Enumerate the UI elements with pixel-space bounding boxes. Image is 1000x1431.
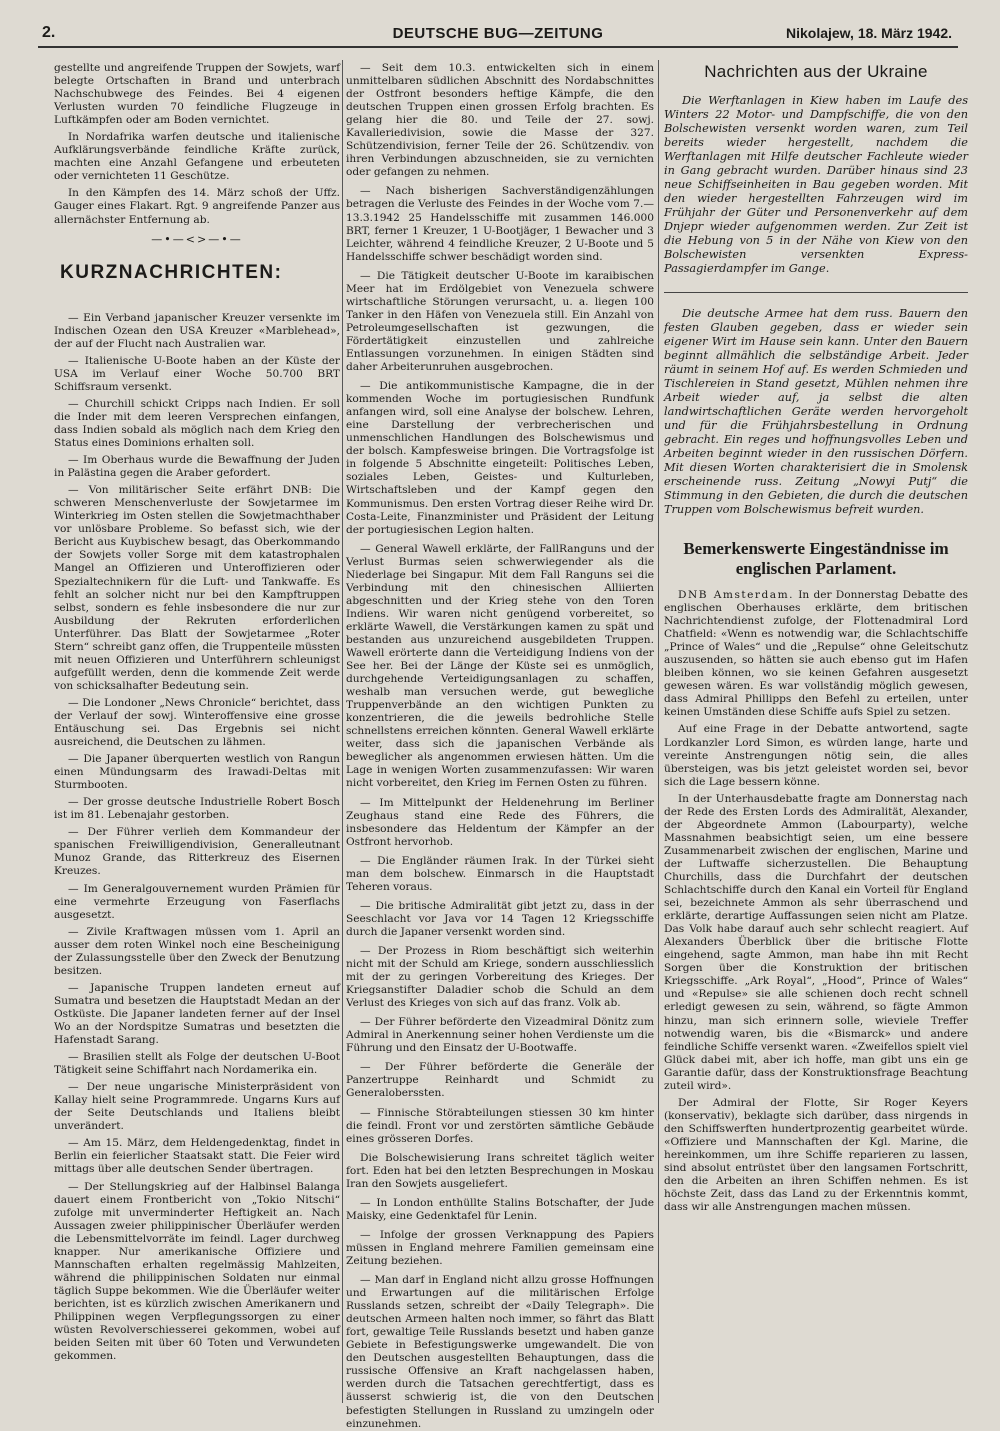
news-item: Die Bolschewisierung Irans schreitet täglich weiter fort. Eden hat bei den letzten Besprechungen in Moskau Iran den Sowjets ausgeliefert. bbox=[346, 1151, 654, 1190]
article-paragraph: Die Werftanlagen in Kiew haben im Laufe des Winters 22 Motor- und Dampfschiffe, die von den Bolschewisten versenkt worden waren, zum Teil bereits wieder hergestellt, nachdem die Werftanlagen mit Hilfe deutscher Fachleute wieder in Gang gebracht wurden. Darüber hinaus sind 23 neue Schiffseinheiten in Bau gegeben worden. Mit den wieder hergestellten Fahrzeugen wird im Frühjahr der Güter und Personenverkehr auf dem Dnjepr wieder aufgenommen werden. Zur Zeit ist die Hebung von 5 in der Nähe von Kiew von den Bolschewisten versenkten Express-Passagierdampfer im Gange. bbox=[664, 94, 968, 275]
kurznachrichten-heading: KURZNACHRICHTEN: bbox=[60, 261, 283, 283]
news-item: — Die Tätigkeit deutscher U-Boote im karaibischen Meer hat im Erdölgebiet von Venezuela schwere wirtschaftliche Störungen verursacht, u. a. liegen 100 Tanker in den Häfen von Venezuela still. Ein Anzahl von Petroleumgesellschaften ist gezwungen, die Fördertätigkeit einzustellen und zahlreiche Entlassungen vorzunehmen. In einigen Städten sind daher Arbeiterunruhen ausgebrochen. bbox=[346, 269, 654, 374]
news-item: — Japanische Truppen landeten erneut auf Sumatra und besetzen die Hauptstadt Medan an der Ostküste. Die Japaner landeten ferner auf der Insel Wo an der Nordspitze Sumatras und besetzten die Hafenstadt Sarang. bbox=[54, 981, 340, 1047]
news-item: — Infolge der grossen Verknappung des Papiers müssen in England mehrere Familien gemeinsam eine Zeitung beziehen. bbox=[346, 1228, 654, 1267]
news-item: — Ein Verband japanischer Kreuzer versenkte im Indischen Ozean den USA Kreuzer «Marblehead», der auf der Flucht nach Australien war. bbox=[54, 311, 340, 350]
news-item: — Die Engländer räumen Irak. In der Türkei sieht man dem bolschew. Einmarsch in die Hauptstadt Teheren voraus. bbox=[346, 854, 654, 893]
news-item: — Die Londoner „News Chronicle“ berichtet, dass der Verlauf der sowj. Winteroffensive eine grosse Entäuschung sei. Das Ergebnis sei nicht ausreichend, die Deutschen zu lähmen. bbox=[54, 696, 340, 749]
article-paragraph: In der Unterhausdebatte fragte am Donnerstag nach der Rede des Ersten Lords des Admiralität, Alexander, der Abgeordnete Ammon (Labourparty), welche Massnahmen beabsichtigt seien, um eine bessere Zusammenarbeit zwischen der englischen, Marine und der Luftwaffe sicherzustellen. Die Behauptung Churchills, dass die Durchfahrt der deutschen Schlachtschiffe durch den Kanal ein Vorteil für England sei, bezeichnete Ammon als sehr überraschend und erklärte, derartige Auffassungen seien nicht am Platze. Das Volk habe darauf auch sehr schlecht reagiert. Auf Alexanders Überblick über die britische Flotte eingehend, sagte Ammon, man habe ihn mit Recht Sorgen über die Konstruktion der britischen Kriegsschiffe. „Ark Royal“, „Hood“, Prince of Wales“ und «Repulse» sie alle schienen doch recht schnell erledigt gewesen zu sein, während, so fägte Ammon hinzu, man sich erinnern solle, wieviele Treffer notwendig waren, bis die «Bismarck» und andere feindliche Schiffe versenkt waren. «Zweifellos spielt viel Glück dabei mit, aber ich hoffe, man gibt uns ein ge Garantie dafür, dass der Konstruktionsfrage Beachtung zuteil wird». bbox=[664, 792, 968, 1092]
news-item: — Der Führer beförderte den Vizeadmiral Dönitz zum Admiral in Anerkennung seiner hohen Verdienste um die Führung und den Einsatz der U-Bootwaffe. bbox=[346, 1016, 654, 1055]
article-paragraph bbox=[664, 589, 968, 719]
column-left bbox=[54, 62, 340, 1403]
news-item: — Finnische Störabteilungen stiessen 30 km hinter die feindl. Front vor und zerstörten sämtliche Gebäude eines grösseren Dorfes. bbox=[346, 1106, 654, 1145]
news-item: — Am 15. März, dem Heldengedenktag, findet in Berlin ein feierlicher Staatsakt statt. Die Feier wird mittags über alle deutschen Sender übertragen. bbox=[54, 1137, 340, 1176]
page-header bbox=[38, 22, 958, 48]
news-item: — Der Prozess in Riom beschäftigt sich weiterhin nicht mit der Schuld am Kriege, sondern ausschliesslich mit der zu geringen Vorbereitung des Krieges. Der Kriegsanstifter Daladier schob die Schuld an dem Verlust des Krieges von sich auf das franz. Volk ab. bbox=[346, 945, 654, 1010]
column-middle bbox=[346, 62, 654, 1430]
article-text: In der Donnerstag Debatte des englischen Oberhauses erklärte, dem britischen Nachrichtendienst zufolge, der Flottenadmiral Lord Chatfield: «Wenn es notwendig war, die Schlachtschiffe „Prince of Wales“ und die „Repulse“ ohne Geleitschutz auszusenden, so hätten sie auch ebenso gut im Hafen bleiben können, wo sie keinen Gefahren ausgesetzt gewesen wären. Es war vollständig möglich gewesen, dass Admiral Phillipps den Befehl zu erteilen, unter keinen Umständen diese Schiffe aufs Spiel zu setzen. bbox=[664, 589, 968, 719]
news-item: — Zivile Kraftwagen müssen vom 1. April an ausser dem roten Winkel noch eine Bescheinigung der Zulassungsstelle über den Zweck der Benutzung besitzen. bbox=[54, 925, 340, 977]
article-paragraph: In Nordafrika warfen deutsche und italienische Aufklärungsverbände feindliche Kräfte zurück, machten eine Anzahl Gefangene und erbeuteten oder vernichteten 11 Geschütze. bbox=[54, 131, 340, 183]
column-divider bbox=[658, 60, 659, 1403]
news-item: — General Wawell erklärte, der FallRanguns und der Verlust Burmas seien schwerwiegender als die Niederlage bei Singapur. Mit dem Fall Ranguns sei die Verbindung mit den chinesischen Alliierten abgeschnitten und der Krieg stehe von den Toren Indiens. Wir waren nicht genügend vorbereitet, so erklärte Wawell, die Verstärkungen kamen zu spät und bestanden aus unzureichend ausgebildeten Truppen. Wawell erörterte dann die Verteidigung Indiens von der See her. Bei der Länge der Küste sei es unmöglich, durchgehende Verteidigungsanlagen zu schaffen, weshalb man versuchen werde, gut bewegliche Truppenverbände an den wichtigen Punkten zu konzentrieren, die die jeweils bedrohliche Stelle schnellstens erreichen könnten. General Wawell erklärte weiter, dass sich die japanischen Verbände als beweglicher als angenommen erwiesen hätten. Um die Lage in wenigen Worten zusammenzufassen: Wir waren nicht vorbereitet, den Krieg im Fernen Osten zu führen. bbox=[346, 542, 654, 790]
news-item: — In London enthüllte Stalins Botschafter, der Jude Maisky, eine Gedenktafel für Lenin. bbox=[346, 1196, 654, 1222]
parliament-heading: Bemerkenswerte Eingeständnisse im englischen Parlament. bbox=[683, 539, 949, 578]
news-item: — Von militärischer Seite erfährt DNB: Die schweren Menschenverluste der Sowjetarmee im Winterkrieg im Osten stellen die Sowjetmachthaber vor unlösbare Probleme. So befasst sich, wie der Bericht aus Kuybischew besagt, das Oberkommando der Sowjets voller Sorge mit dem katastrophalen Mangel an Offizieren und Unteroffizieren oder Spezialtechnikern für die Luft- und Tankwaffe. Es fehlt an solcher nicht nur bei den Kampftruppen selbst, sondern es fehle insbesondere die nur zur Ausbildung der Rekruten erforderlichen Unterführer. Das Blatt der Sowjetarmee „Roter Stern“ schreibt ganz offen, die Truppenteile müssten mit neuen Offizieren und Unterführern schleunigst aufgefüllt werden, denn die kommende Zeit werde von schicksalhafter Bedeutung sein. bbox=[54, 484, 340, 692]
article-paragraph: gestellte und angreifende Truppen der Sowjets, warf belegte Ortschaften in Brand und unterbrach Nachschubwege des Feindes. Bei 4 eigenen Verlusten wurden 70 feindliche Flugzeuge in Luftkämpfen oder am Boden vernichtet. bbox=[54, 62, 340, 127]
column-right bbox=[664, 62, 968, 1403]
column-divider bbox=[342, 60, 343, 1403]
news-item: — Churchill schickt Cripps nach Indien. Er soll die Inder mit dem leeren Versprechen einfangen, dass Indien sobald als möglich nach dem Krieg den Status eines Dominions erhalten soll. bbox=[54, 397, 340, 450]
bauern-article bbox=[664, 307, 968, 517]
newspaper-title: DEUTSCHE BUG—ZEITUNG bbox=[392, 25, 604, 42]
news-item: — Brasilien stellt als Folge der deutschen U-Boot Tätigkeit seine Schiffahrt nach Nordamerika ein. bbox=[54, 1051, 340, 1077]
news-item: — Der Führer verlieh dem Kommandeur der spanischen Freiwilligendivision, Generalleutnant Munoz Grande, das Ritterkreuz des Eisernen Kreuzes. bbox=[54, 826, 340, 878]
article-paragraph: Auf eine Frage in der Debatte antwortend, sagte Lordkanzler Lord Simon, es würden lange, harte und vereinte Anstrengungen nötig sein, die alles übersteigen, was bis jetzt geleistet worden sei, bevor sich die Lage bessern könne. bbox=[664, 723, 968, 788]
news-item: — Im Generalgouvernement wurden Prämien für eine vermehrte Erzeugung von Faserflachs ausgesetzt. bbox=[54, 882, 340, 921]
article-paragraph: In den Kämpfen des 14. März schoß der Uffz. Gauger eines Flakart. Rgt. 9 angreifende Panzer aus allernächster Entfernung ab. bbox=[54, 187, 340, 226]
news-item: — Der Führer beförderte die Generäle der Panzertruppe Reinhardt und Schmidt zu Generaloberssten. bbox=[346, 1061, 654, 1100]
news-item: — Man darf in England nicht allzu grosse Hoffnungen und Erwartungen auf die militärischen Erfolge Russlands setzen, schreibt der «Daily Telegraph». Die deutschen Armeen halten noch immer, so fährt das Blatt fort, gewaltige Teile Russlands besetzt und haben ganze Gebiete in Befestigungswerke umgewandelt. Die von den Deutschen ausgestellten Behauptungen, dass die russische Offensive an Kraft nachgelassen haben, werden durch die Tatsachen gerechtfertigt, dass es äusserst schwierig ist, die von den Deutschen befestigten Stellungen in Russland zu umzingeln oder einzunehmen. bbox=[346, 1274, 654, 1430]
news-item: — Der grosse deutsche Industrielle Robert Bosch ist im 81. Lebenajahr gestorben. bbox=[54, 796, 340, 822]
issue-date: Nikolajew, 18. März 1942. bbox=[785, 25, 952, 41]
news-item: — Der neue ungarische Ministerpräsident von Kallay hielt seine Programmrede. Ungarns Kurs auf der Seite Deutschlands und Italiens bleibt unverändert. bbox=[54, 1081, 340, 1133]
news-item: — Die Japaner überquerten westlich von Rangun einen Mündungsarm des Irawadi-Deltas mit Sturmbooten. bbox=[54, 753, 340, 792]
ukraine-heading: Nachrichten aus der Ukraine bbox=[704, 62, 928, 81]
news-item: — Nach bisherigen Sachverständigenzählungen betragen die Verluste des Feindes in der Woche vom 7.—13.3.1942 25 Handelsschiffe mit zusammen 146.000 BRT, ferner 1 Kreuzer, 1 U-Bootjäger, 1 Bewacher und 3 Leichter, während 4 feindliche Kreuzer, 2 U-Boote und 5 Handelsschiffe schwer beschädigt worden sind. bbox=[346, 185, 654, 263]
article-paragraph: Der Admiral der Flotte, Sir Roger Keyers (konservativ), beklagte sich darüber, dass nirgends in den Schiffswerften hundertprozentig gearbeitet würde. «Offiziere und Mannschaften der Kgl. Marine, die hereinkommen, um ihre Schiffe reparieren zu lassen, sind absolut entrüstet über den langsamen Fortschritt, den die Arbeiten an ihren Schiffen nehmen. Es ist höchste Zeit, dass das Land zu der Erkenntnis kommt, dass wir alle Anstrengungen machen müssen. bbox=[664, 1096, 968, 1214]
news-item: — Im Mittelpunkt der Heldenehrung im Berliner Zeughaus stand eine Rede des Führers, die insbesondere das Heldentum der Kämpfer an der Ostfront hervorhob. bbox=[346, 796, 654, 848]
ukraine-article bbox=[664, 94, 968, 276]
news-item: — Die britische Admiralität gibt jetzt zu, dass in der Seeschlacht vor Java vor 14 Tagen 12 Kriegsschiffe durch die Japaner versenkt worden sind. bbox=[346, 899, 654, 938]
ornament-divider: —•—<>—•— bbox=[151, 232, 243, 246]
section-divider bbox=[664, 292, 968, 293]
news-item: — Italienische U-Boote haben an der Küste der USA im Verlauf einer Woche 50.700 BRT Schiffsraum versenkt. bbox=[54, 354, 340, 393]
news-item: — Seit dem 10.3. entwickelten sich in einem unmittelbaren südlichen Abschnitt des Nordabschnittes der Ostfront besonders heftige Kämpfe, die den deutschen Truppen einen grossen Erfolg brachten. Es gelang hier die 80. und Teile der 27. sowj. Kavalleriedivision, sowie die Masse der 327. Schützendivision, ferner Teile der 26. Schützendiv. von ihren Verbindungen abzuschneiden, sie zu vernichten oder gefangen zu nehmen. bbox=[346, 62, 654, 179]
article-paragraph: Die deutsche Armee hat dem russ. Bauern den festen Glauben gegeben, dass er wieder sein eigener Wirt im Hause sein kann. Unter den Bauern beginnt allmählich die selbständige Arbeit. Jeder räumt in seinem Hof auf. Es werden Schmieden und Tischlereien in Stand gesetzt, Mühlen nehmen ihre Arbeit wieder auf, ja selbst die alten landwirtschaftlichen Geräte werden hervorgeholt und für die Frühjahrsbestellung in Ordnung gebracht. Ein reges und hoffnungsvolles Leben und Arbeiten beginnt wieder in den russischen Dörfern. Mit diesen Worten charakterisiert die in Smolensk erscheinende russ. Zeitung „Nowyi Putj“ die Stimmung in den Gebieten, die durch die deutschen Truppen vom Bolschewismus befreit wurden. bbox=[664, 307, 968, 516]
news-item: — Der Stellungskrieg auf der Halbinsel Balanga dauert einem Frontbericht von „Tokio Nitschi“ zufolge mit unverminderter Heftigkeit an. Nach Aussagen zweier philippinischer Überläufer werden die Lebensmittelvorräte im feindl. Lager durchweg knapper. Nur amerikanische Offiziere und Mannschaften erhalten regelmässig Mahlzeiten, während die philippinischen Soldaten nur einmal täglich Suppe bekommen. Wie die Überläufer weiter berichten, ist es kürzlich zwischen Amerikanern und Philippinen wegen Verpflegungssorgen zu einer wüsten Revolverschiesserei gekommen, wobei auf beiden Seiten mit über 60 Toten und Verwundeten gekommen. bbox=[54, 1180, 340, 1363]
page-number: 2. bbox=[42, 24, 56, 41]
news-item: — Die antikommunistische Kampagne, die in der kommenden Woche im portugiesischen Rundfunk anfangen wird, soll eine Analyse der bolschew. Lehren, eine Darstellung der verbrecherischen und unmenschlichen Handlungen des Bolschewismus und der bolsch. Kampfesweise bringen. Die Vortragsfolge ist in folgende 5 Abschnitte eingeteilt: Politisches Leben, soziales Leben, Geistes- und Kulturleben, Wirtschaftsleben und der Kampf gegen den Kommunismus. Den ersten Vortrag dieser Reihe wird Dr. Costa-Leite, Finanzminister und Präsident der Leitung der portugiesischen Legion halten. bbox=[346, 380, 654, 536]
dateline: DNB Amsterdam. bbox=[678, 589, 794, 601]
news-item: — Im Oberhaus wurde die Bewaffnung der Juden in Palästina gegen die Araber gefordert. bbox=[54, 454, 340, 480]
